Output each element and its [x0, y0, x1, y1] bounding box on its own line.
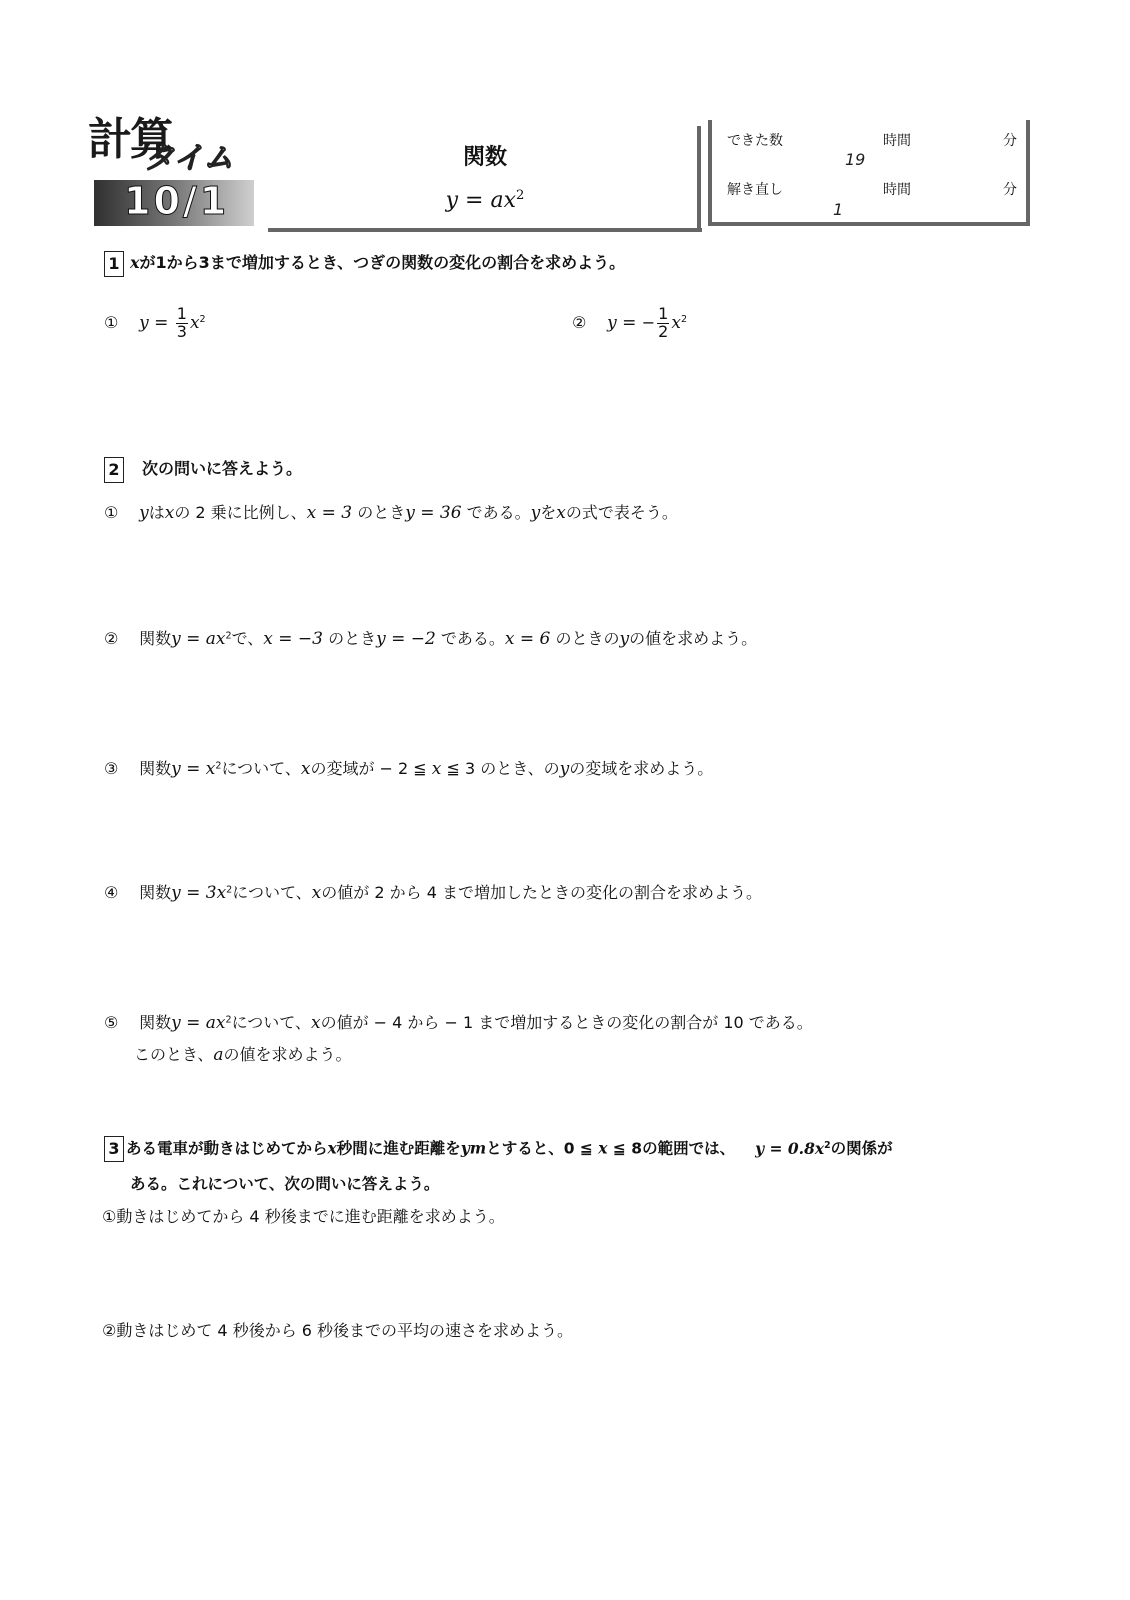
q-text: ≦ 3 のとき、の: [441, 759, 560, 778]
logo-date: 10/1: [124, 179, 230, 223]
fraction-denominator: 2: [658, 321, 669, 341]
heading-text: ym: [460, 1138, 487, 1158]
heading-text: の関係が: [830, 1139, 893, 1158]
q-text: の値を求めよう。: [223, 1045, 352, 1064]
q-text: x = 3: [306, 503, 353, 523]
q-text: y: [559, 759, 570, 779]
heading-text: とすると、0 ≦: [486, 1139, 599, 1158]
q-text: の式で表そう。: [565, 503, 678, 522]
q-text: x: [164, 503, 175, 523]
q-text: について、: [232, 883, 312, 902]
section2-q2: [104, 626, 757, 649]
q-text: を: [540, 503, 557, 522]
fraction: [657, 306, 669, 341]
q-text: は: [148, 503, 165, 522]
q-text: である。: [461, 503, 531, 522]
section1-heading: [104, 250, 625, 277]
q-text: の変域が − 2 ≦: [310, 759, 432, 778]
q-text: y = 3x: [171, 883, 227, 903]
q-text: の値を求めよう。: [629, 629, 758, 648]
section2-q5: [104, 1010, 813, 1033]
item-exponent: 2: [199, 314, 206, 326]
done-time-label: 時間: [883, 133, 911, 149]
section1-text: が1から3まで増加するとき、つぎの関数の変化の割合を求めよう。: [139, 253, 626, 272]
heading-text: 秒間に進む距離を: [336, 1139, 461, 1158]
section2-heading: [104, 456, 302, 483]
q-text: の値が 2 から 4 まで増加したときの変化の割合を求めよう。: [321, 883, 762, 902]
heading-exponent: 2: [824, 1139, 831, 1151]
fraction: [176, 306, 188, 341]
title-underline: [268, 228, 702, 232]
q-text: x: [310, 1013, 321, 1033]
q-mark: ④: [104, 883, 119, 902]
title-divider: [697, 126, 701, 232]
section1-number: 1: [104, 251, 124, 277]
q-text: x: [556, 503, 566, 523]
heading-text: x: [598, 1138, 608, 1158]
q-text: 関数: [139, 759, 172, 778]
q-text: y: [139, 503, 149, 523]
q-text: である。: [435, 629, 505, 648]
q-text: のとき: [352, 503, 406, 522]
heading-text: x: [327, 1138, 337, 1158]
item-sign: −: [641, 312, 656, 332]
section1-item-1: [104, 306, 206, 341]
q-text: 関数: [139, 1013, 172, 1032]
q-text: y: [530, 503, 541, 523]
q-text: x: [300, 759, 311, 779]
retry-time-label: 時間: [883, 182, 911, 198]
section3-heading: [104, 1136, 893, 1162]
q-text: のときの: [550, 629, 620, 648]
q-exponent: 2: [225, 1014, 232, 1026]
formula-base: y = ax: [445, 188, 516, 213]
q-text: x: [431, 759, 442, 779]
heading-text: ≦ 8の範囲では、: [607, 1139, 736, 1158]
q-text: の 2 乗に比例し、: [174, 503, 307, 522]
q-text: x = 6: [504, 629, 551, 649]
done-handwritten-count: 19: [845, 150, 866, 169]
q-mark: ⑤: [104, 1013, 119, 1032]
q-exponent: 2: [215, 760, 222, 772]
section1-item-2: [572, 306, 687, 341]
q-exponent: 2: [226, 884, 233, 896]
logo-subtitle: タイム: [144, 141, 234, 176]
heading-text: ある電車が動きはじめてから: [126, 1139, 328, 1158]
fraction-numerator: 1: [176, 304, 187, 323]
q-text: で、: [231, 629, 264, 648]
section1-var: x: [130, 253, 140, 272]
retry-minute-label: 分: [1003, 182, 1017, 198]
q-text: y: [619, 629, 630, 649]
q-text: このとき、: [134, 1045, 214, 1064]
section2-text: 次の問いに答えよう。: [142, 459, 303, 478]
done-minute-label: 分: [1003, 133, 1017, 149]
section2-q1: [104, 500, 678, 523]
page-formula: [270, 188, 700, 213]
q-text: y = −2: [376, 629, 436, 649]
q-text: y = ax: [171, 1013, 226, 1033]
retry-label: 解き直し: [727, 182, 783, 198]
q-text: 関数: [139, 883, 172, 902]
q-text: について、: [231, 1013, 311, 1032]
q-text: a: [213, 1045, 224, 1065]
logo-title: 計算: [88, 114, 172, 165]
q-mark: ②: [104, 629, 119, 648]
item-rhs: x: [189, 312, 200, 333]
q-text: 関数: [139, 629, 172, 648]
item-rhs: x: [671, 312, 681, 333]
q-mark: ①: [104, 503, 119, 522]
item-mark: ②: [572, 312, 587, 332]
q-text: の変域を求めよう。: [569, 759, 714, 778]
q-text: について、: [221, 759, 301, 778]
q-text: のとき: [323, 629, 377, 648]
section3-heading-line2: ある。これについて、次の問いに答えよう。: [130, 1175, 440, 1193]
q-text: y = x: [171, 759, 216, 779]
q-text: x: [311, 883, 322, 903]
section3-number: 3: [104, 1136, 124, 1162]
q-text: y = ax: [171, 629, 226, 649]
logo: [88, 114, 258, 230]
section3-q1: ①動きはじめてから 4 秒後までに進む距離を求めよう。: [102, 1207, 505, 1226]
fraction-denominator: 3: [176, 321, 187, 341]
item-lhs: y =: [607, 312, 642, 333]
q-text: y = 36: [405, 503, 462, 523]
item-mark: ①: [104, 312, 119, 332]
done-label: できた数: [727, 133, 783, 149]
formula-exponent: 2: [515, 188, 525, 204]
fraction-numerator: 1: [658, 304, 669, 323]
q-exponent: 2: [225, 630, 232, 642]
heading-text: y = 0.8x: [755, 1138, 825, 1158]
q-text: の値が − 4 から − 1 まで増加するときの変化の割合が 10 である。: [320, 1013, 813, 1032]
q-mark: ③: [104, 759, 119, 778]
section3-q2: ②動きはじめて 4 秒後から 6 秒後までの平均の速さを求めよう。: [102, 1321, 574, 1340]
item-lhs: y =: [139, 312, 174, 333]
section2-q3: [104, 756, 713, 779]
page-title: 関数: [462, 145, 507, 170]
section2-q4: [104, 880, 762, 903]
retry-handwritten-count: 1: [833, 200, 844, 219]
section2-q5-line2: [134, 1042, 352, 1065]
q-text: x = −3: [263, 629, 323, 649]
section2-number: 2: [104, 457, 124, 483]
item-exponent: 2: [680, 314, 688, 326]
